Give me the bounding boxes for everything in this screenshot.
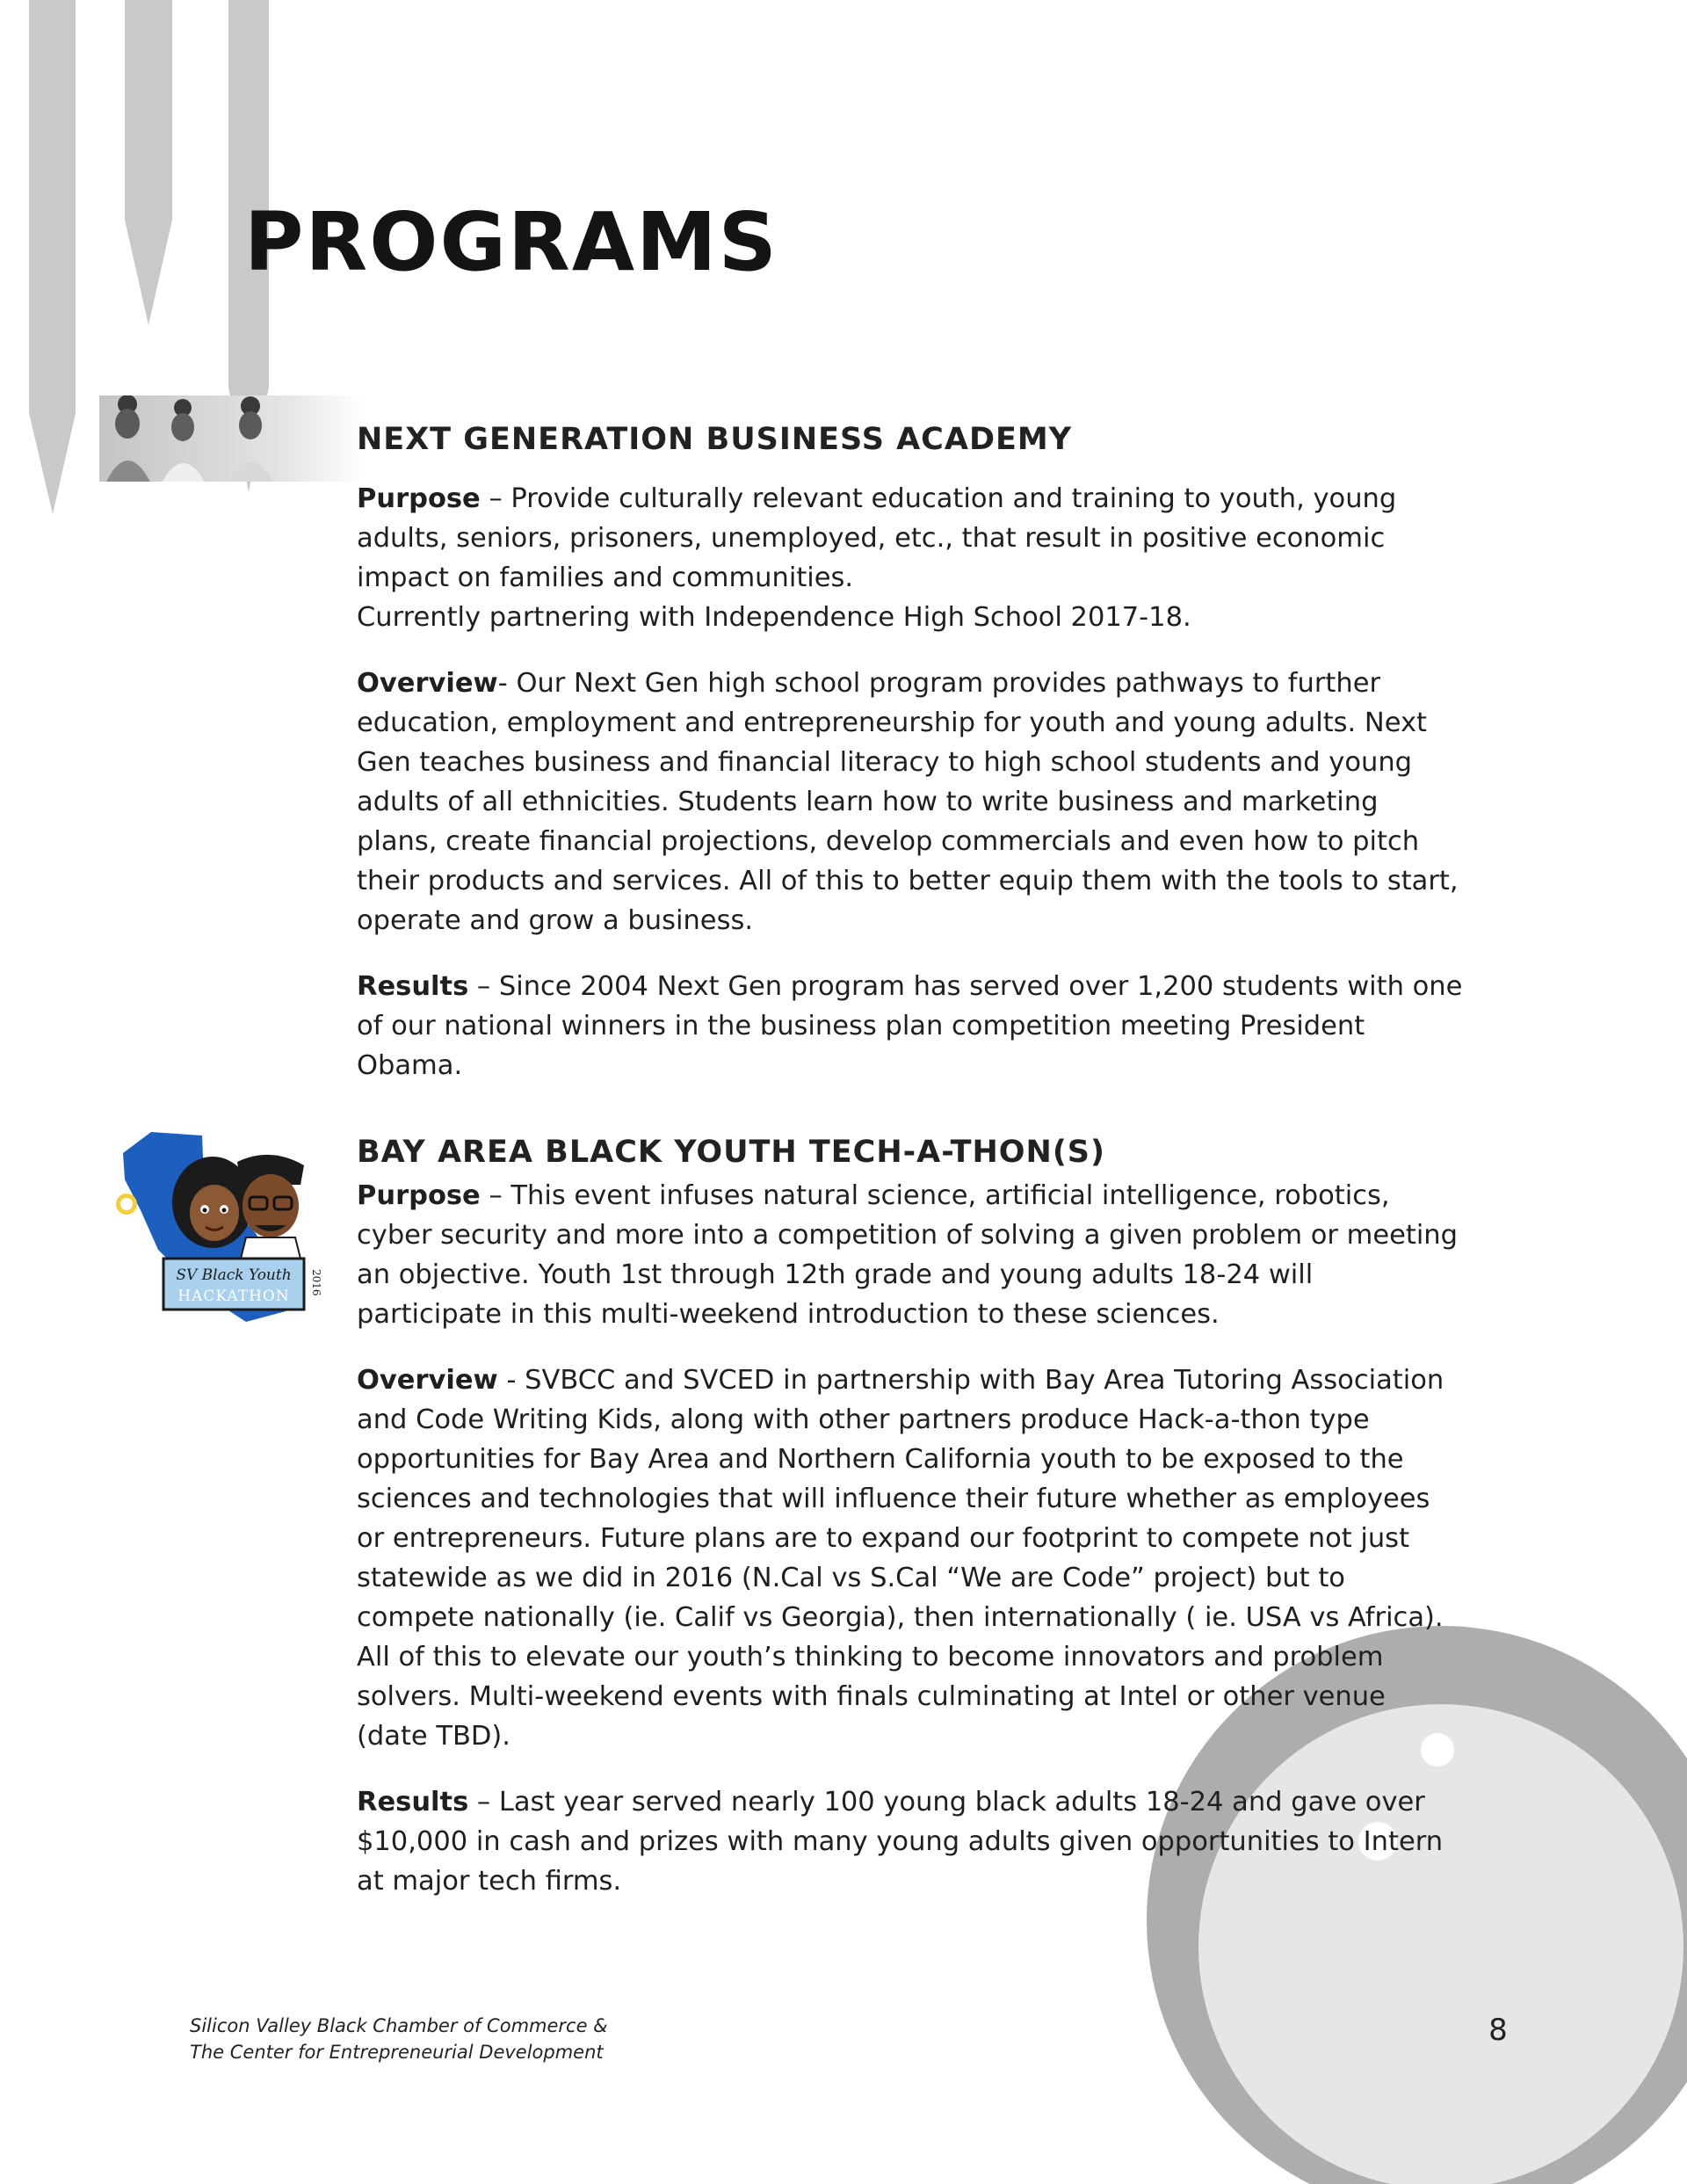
overview-paragraph <box>357 664 1464 940</box>
overview-text: - SVBCC and SVCED in partnership with Bay Area Tutoring Association and Code Writing Kids, along with other partners produce Hack-a-thon type opportunities for Bay Area and Northern California youth to be exposed to the sciences and technologies that will influence their future whether as employees or entrepreneurs. Future plans are to expand our footprint to compete not just statewide as we did in 2016 (N.Cal vs S.Cal “We are Code” project) but to compete nationally (ie. Calif vs Georgia), then internationally ( ie. USA vs Africa). All of this to elevate our youth’s thinking to become innovators and problem solvers. Multi-weekend events with finals culminating at Intel or other venue (date TBD). <box>357 1365 1444 1752</box>
hackathon-logo <box>105 1127 344 1329</box>
purpose-label: Purpose <box>357 1180 481 1211</box>
page-number: 8 <box>1488 2013 1508 2048</box>
pencil-stripe-1 <box>29 0 76 514</box>
overview-label: Overview <box>357 1365 498 1396</box>
results-label: Results <box>357 971 469 1002</box>
pencil-stripe-2 <box>125 0 172 325</box>
overview-label: Overview <box>357 668 498 699</box>
results-text: – Last year served nearly 100 young black adults 18-24 and gave over $10,000 in cash and prizes with many young adults given opportunities to Intern at major tech firms. <box>357 1787 1444 1897</box>
purpose-paragraph <box>357 479 1464 637</box>
footer-line-1: Silicon Valley Black Chamber of Commerce & <box>190 2015 608 2036</box>
results-paragraph <box>357 967 1464 1085</box>
purpose-label: Purpose <box>357 483 481 514</box>
section-heading: BAY AREA BLACK YOUTH TECH-A-THON(S) <box>357 1135 1106 1170</box>
hackathon-logo-line1: SV Black Youth <box>176 1266 292 1284</box>
purpose-text: – Provide culturally relevant education and training to youth, young adults, seniors, prisoners, unemployed, etc., that result in positive economic impact on families and communities. <box>357 483 1397 593</box>
hackathon-logo-line2: HACKATHON <box>177 1288 290 1305</box>
footer-organization <box>190 2013 608 2065</box>
section-next-gen <box>357 417 1464 1112</box>
overview-text: - Our Next Gen high school program provides pathways to further education, employment and entrepreneurship for youth and young adults. Next Gen teaches business and financial literacy to high school students and young adults of all ethnicities. Students learn how to write business and marketing plans, create financial projections, develop commercials and even how to pitch their products and services. All of this to better equip them with the tools to start, operate and grow a business. <box>357 668 1459 936</box>
boy-cartoon <box>237 1155 304 1259</box>
results-text: – Since 2004 Next Gen program has served over 1,200 students with one of our national winners in the business plan competition meeting President Obama. <box>357 971 1463 1081</box>
purpose-text: – This event infuses natural science, artificial intelligence, robotics, cyber security and more into a competition of solving a given problem or meeting an objective. Youth 1st through 12th grade and young adults 18-24 will participate in this multi-weekend introduction to these sciences. <box>357 1180 1458 1330</box>
footer-line-2: The Center for Entrepreneurial Development <box>190 2042 604 2063</box>
overview-paragraph <box>357 1360 1464 1756</box>
section-heading: NEXT GENERATION BUSINESS ACADEMY <box>357 422 1073 457</box>
students-photo <box>99 395 363 482</box>
hackathon-logo-year: 2016 <box>310 1269 322 1296</box>
sun-icon <box>116 1194 137 1215</box>
purpose-paragraph <box>357 1176 1464 1334</box>
results-paragraph <box>357 1782 1464 1901</box>
section-tech-a-thon <box>357 1130 1464 1927</box>
partnership-text: Currently partnering with Independence High School 2017-18. <box>357 602 1191 633</box>
results-label: Results <box>357 1787 469 1818</box>
page-title: PROGRAMS <box>244 195 778 289</box>
